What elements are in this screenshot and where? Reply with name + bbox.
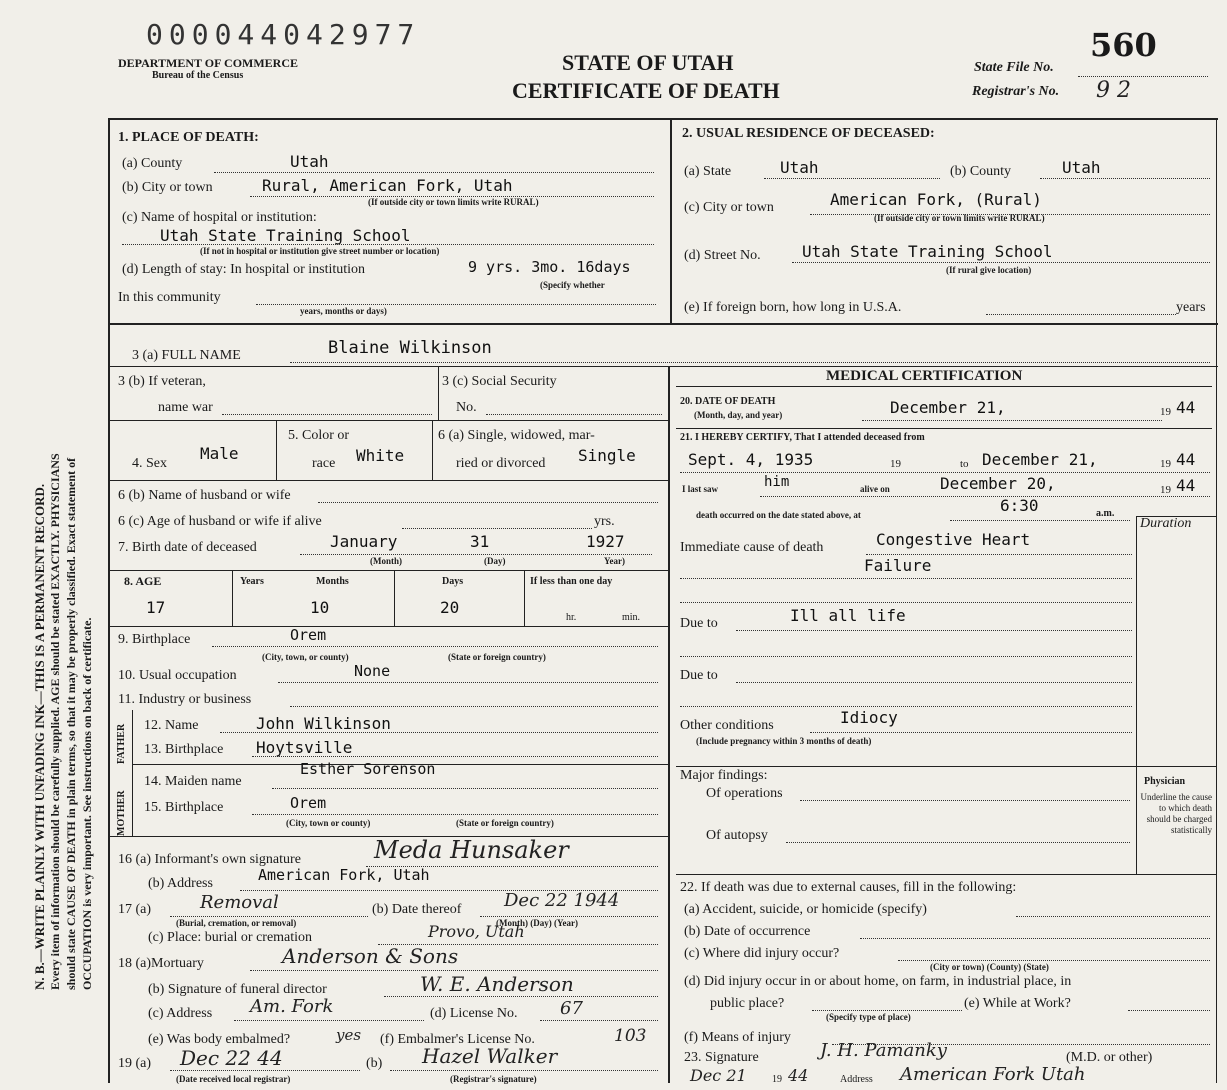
director-label: (b) Signature of funeral director <box>148 982 327 997</box>
last-saw-label: I last saw <box>682 484 719 494</box>
burial-date-caption: (Month) (Day) (Year) <box>496 918 578 928</box>
sidebar-line-2: Every item of information should be carefully supplied. AGE should be stated EXACTLY. PHYSICIANS <box>48 453 62 990</box>
birth-day[interactable]: 31 <box>470 532 490 551</box>
birthplace-city-caption: (City, town, or county) <box>262 652 349 662</box>
where-caption: (City or town) (County) (State) <box>930 962 1049 972</box>
md-label: (M.D. or other) <box>1066 1050 1153 1065</box>
informant-address-value[interactable]: American Fork, Utah <box>258 866 430 884</box>
stay-label: (d) Length of stay: In hospital or institution <box>122 262 366 277</box>
means-label: (f) Means of injury <box>684 1030 791 1045</box>
home-label-1: (d) Did injury occur in or about home, on farm, in industrial place, in <box>684 974 1072 989</box>
min-label: min. <box>622 612 641 623</box>
ss-no-label: No. <box>456 400 477 415</box>
death-time[interactable]: 6:30 <box>1000 496 1039 515</box>
hospital-label: (c) Name of hospital or institution: <box>122 210 317 225</box>
external-heading: 22. If death was due to external causes, fill in the following: <box>680 880 1017 895</box>
physician-year-label: 19 <box>772 1074 782 1085</box>
death-city-value[interactable]: Rural, American Fork, Utah <box>262 176 513 195</box>
mortuary-value[interactable]: Anderson & Sons <box>282 944 459 968</box>
embalmed-label: (e) Was body embalmed? <box>148 1032 291 1047</box>
mother-state-caption: (State or foreign country) <box>456 818 554 828</box>
res-street-label: (d) Street No. <box>684 248 761 263</box>
industry-label: 11. Industry or business <box>118 692 252 707</box>
medical-heading: MEDICAL CERTIFICATION <box>826 368 1023 384</box>
birth-year[interactable]: 1927 <box>586 532 625 551</box>
title-state: STATE OF UTAH <box>562 50 734 75</box>
occupation-value[interactable]: None <box>354 662 391 680</box>
father-birthplace-label: 13. Birthplace <box>144 742 224 757</box>
father-name-label: 12. Name <box>144 718 199 733</box>
accident-label: (a) Accident, suicide, or homicide (specify) <box>684 902 927 917</box>
hr-label: hr. <box>566 612 577 623</box>
embalmed-value[interactable]: yes <box>336 1026 362 1044</box>
sidebar-line-3: should state CAUSE OF DEATH in plain terms, so that it may be properly classified. Exact statement of <box>64 457 78 990</box>
received-caption: (Date received local registrar) <box>176 1074 291 1084</box>
less-day-label: If less than one day <box>530 576 613 587</box>
age-years[interactable]: 17 <box>146 598 166 617</box>
day-caption: (Day) <box>484 556 506 566</box>
physician-year-value[interactable]: 44 <box>788 1066 809 1085</box>
stay-value[interactable]: 9 yrs. 3mo. 16days <box>468 258 631 276</box>
occupation-label: 10. Usual occupation <box>118 668 237 683</box>
physician-address-value[interactable]: American Fork Utah <box>900 1064 1086 1085</box>
birthplace-label: 9. Birthplace <box>118 632 191 647</box>
occurrence-date-label: (b) Date of occurrence <box>684 924 811 939</box>
physician-address-label: Address <box>840 1074 873 1085</box>
director-value[interactable]: W. E. Anderson <box>420 972 574 996</box>
registrar-label: Registrar's No. <box>972 84 1060 99</box>
registrar-number: 9 2 <box>1096 78 1131 103</box>
burial-place-label: (c) Place: burial or cremation <box>148 930 313 945</box>
physician-date-value[interactable]: Dec 21 <box>690 1066 747 1085</box>
physician-sig-label: 23. Signature <box>684 1050 759 1065</box>
stay-specify-note: (Specify whether <box>540 280 605 290</box>
fd-address-value[interactable]: Am. Fork <box>250 996 334 1017</box>
res-county-label: (b) County <box>950 164 1012 179</box>
death-date-value[interactable]: December 21, <box>890 398 1006 417</box>
color-label: 5. Color or <box>288 428 350 443</box>
marital-label-2: ried or divorced <box>456 456 546 471</box>
burial-value[interactable]: Removal <box>200 892 279 913</box>
sex-label: 4. Sex <box>132 456 167 471</box>
home-label-2: public place? <box>710 996 785 1011</box>
race-value[interactable]: White <box>356 446 405 465</box>
res-state-label: (a) State <box>684 164 732 179</box>
autopsy-label: Of autopsy <box>706 828 768 843</box>
alive-date[interactable]: December 20, <box>940 474 1056 493</box>
res-county-value[interactable]: Utah <box>1062 158 1101 177</box>
other-conditions-value[interactable]: Idiocy <box>840 708 898 727</box>
physician-sig-value[interactable]: J. H. Pamanky <box>820 1040 947 1061</box>
month-caption: (Month) <box>370 556 402 566</box>
birthplace-value[interactable]: Orem <box>290 626 327 644</box>
birth-label: 7. Birth date of deceased <box>118 540 257 555</box>
bureau-line: Bureau of the Census <box>152 70 244 81</box>
due-to-2-label: Due to <box>680 668 718 683</box>
burial-place-value[interactable]: Provo, Utah <box>428 922 525 941</box>
hospital-note: (If not in hospital or institution give street number or location) <box>200 246 440 256</box>
residence-heading: 2. USUAL RESIDENCE OF DECEASED: <box>682 126 935 141</box>
page-number: 560 <box>1090 26 1157 64</box>
spouse-label: 6 (b) Name of husband or wife <box>118 488 291 503</box>
death-county-label: (a) County <box>122 156 183 171</box>
days-label: Days <box>442 576 464 587</box>
immediate-cause-label: Immediate cause of death <box>680 540 824 555</box>
mortuary-label: 18 (a)Mortuary <box>118 956 204 971</box>
mother-birthplace-label: 15. Birthplace <box>144 800 224 815</box>
certify-text: 21. I HEREBY CERTIFY, That I attended deceased from <box>680 432 925 443</box>
attended-to-label: to <box>960 458 969 470</box>
attended-from[interactable]: Sept. 4, 1935 <box>688 450 814 469</box>
res-street-value[interactable]: Utah State Training School <box>802 242 1053 261</box>
father-name-value[interactable]: John Wilkinson <box>256 714 391 733</box>
death-city-note: (If outside city or town limits write RURAL) <box>368 197 539 207</box>
spouse-age-suffix: yrs. <box>594 514 615 529</box>
work-label: (e) While at Work? <box>964 996 1071 1011</box>
mother-birthplace-value[interactable]: Orem <box>290 794 327 812</box>
death-date-label-2: (Month, day, and year) <box>694 410 783 420</box>
alive-year[interactable]: 44 <box>1176 476 1196 495</box>
title-certificate: CERTIFICATE OF DEATH <box>512 78 780 103</box>
age-label: 8. AGE <box>124 574 162 588</box>
res-foreign-label: (e) If foreign born, how long in U.S.A. <box>684 300 902 315</box>
death-year-prefix: 19 <box>1160 406 1171 418</box>
father-birthplace-value[interactable]: Hoytsville <box>256 738 353 757</box>
sex-value[interactable]: Male <box>200 444 239 463</box>
years-label: Years <box>240 576 264 587</box>
burial-label: 17 (a) <box>118 902 152 917</box>
marital-value[interactable]: Single <box>578 446 636 465</box>
res-foreign-suffix: years <box>1176 300 1206 315</box>
informant-sig-label: 16 (a) Informant's own signature <box>118 852 301 867</box>
year-caption: Year) <box>604 556 625 566</box>
where-label: (c) Where did injury occur? <box>684 946 840 961</box>
attended-to[interactable]: December 21, <box>982 450 1098 469</box>
death-city-label: (b) City or town <box>122 180 213 195</box>
registrar-sig-label: (b) <box>366 1056 383 1071</box>
informant-sig-value[interactable]: Meda Hunsaker <box>374 836 569 864</box>
marital-label-1: 6 (a) Single, widowed, mar- <box>438 428 595 443</box>
registrar-sig-value[interactable]: Hazel Walker <box>422 1044 558 1068</box>
immediate-cause-value-2[interactable]: Failure <box>864 556 932 575</box>
department-line: DEPARTMENT OF COMMERCE <box>118 56 299 70</box>
attended-to-year[interactable]: 44 <box>1176 450 1196 469</box>
embalmer-value[interactable]: 103 <box>614 1026 647 1046</box>
mother-maiden-label: 14. Maiden name <box>144 774 242 789</box>
state-file-label: State File No. <box>974 60 1054 75</box>
last-saw-who[interactable]: him <box>764 474 790 490</box>
age-months[interactable]: 10 <box>310 598 330 617</box>
other-conditions-label: Other conditions <box>680 718 774 733</box>
res-city-note: (If outside city or town limits write RURAL) <box>874 213 1045 223</box>
informant-address-label: (b) Address <box>148 876 213 891</box>
res-city-label: (c) City or town <box>684 200 774 215</box>
received-value[interactable]: Dec 22 44 <box>180 1046 283 1070</box>
spouse-age-label: 6 (c) Age of husband or wife if alive <box>118 514 322 529</box>
father-side-label: FATHER <box>116 723 127 764</box>
mother-maiden-value[interactable]: Esther Sorenson <box>300 760 436 778</box>
specify-caption: (Specify type of place) <box>826 1012 911 1022</box>
birth-month[interactable]: January <box>330 532 398 551</box>
other-conditions-note: (Include pregnancy within 3 months of death) <box>696 736 872 746</box>
alive-year-prefix: 19 <box>1160 484 1171 496</box>
full-name-label: 3 (a) FULL NAME <box>132 348 241 363</box>
res-state-value[interactable]: Utah <box>780 158 819 177</box>
attended-year-prefix: 19 <box>890 458 901 470</box>
full-name-value[interactable]: Blaine Wilkinson <box>328 338 492 358</box>
license-value[interactable]: 67 <box>560 998 583 1019</box>
alive-label: alive on <box>860 484 890 494</box>
serial-number: 000044042977 <box>146 18 421 51</box>
sidebar-line-1: N. B.—WRITE PLAINLY WITH UNFADING INK—THIS IS A PERMANENT RECORD. <box>32 483 47 990</box>
death-year-value[interactable]: 44 <box>1176 398 1196 417</box>
burial-date-value[interactable]: Dec 22 1944 <box>504 890 620 911</box>
mother-city-caption: (City, town or county) <box>286 818 371 828</box>
immediate-cause-value-1[interactable]: Congestive Heart <box>876 530 1031 549</box>
embalmer-label: (f) Embalmer's License No. <box>380 1032 535 1047</box>
veteran-label: 3 (b) If veteran, <box>118 374 206 389</box>
due-to-label: Due to <box>680 616 718 631</box>
ss-label: 3 (c) Social Security <box>442 374 557 389</box>
age-days[interactable]: 20 <box>440 598 460 617</box>
operations-label: Of operations <box>706 786 783 801</box>
physician-note: Underline the cause to which death should be charged statistically <box>1140 792 1212 835</box>
res-city-value[interactable]: American Fork, (Rural) <box>830 190 1042 209</box>
community-note: years, months or days) <box>300 306 387 316</box>
months-label: Months <box>316 576 349 587</box>
burial-date-label: (b) Date thereof <box>372 902 462 917</box>
fd-address-label: (c) Address <box>148 1006 213 1021</box>
death-county-value[interactable]: Utah <box>290 152 329 171</box>
physician-label: Physician <box>1144 776 1186 787</box>
res-street-note: (If rural give location) <box>946 265 1032 275</box>
burial-caption: (Burial, cremation, or removal) <box>176 918 297 928</box>
registrar-caption: (Registrar's signature) <box>450 1074 537 1084</box>
mother-side-label: MOTHER <box>116 790 127 836</box>
major-findings-label: Major findings: <box>680 768 768 783</box>
birthplace-state-caption: (State or foreign country) <box>448 652 546 662</box>
attended-to-prefix: 19 <box>1160 458 1171 470</box>
received-label: 19 (a) <box>118 1056 152 1071</box>
community-label: In this community <box>118 290 221 305</box>
death-date-label-1: 20. DATE OF DEATH <box>680 396 776 407</box>
ampm-label: a.m. <box>1096 508 1115 519</box>
license-label: (d) License No. <box>430 1006 518 1021</box>
duration-label: Duration <box>1140 516 1192 531</box>
occurred-label: death occurred on the date stated above, at <box>696 510 861 520</box>
hospital-value[interactable]: Utah State Training School <box>160 226 411 245</box>
place-of-death-heading: 1. PLACE OF DEATH: <box>118 130 259 145</box>
race-label: race <box>312 456 336 471</box>
due-to-value[interactable]: Ill all life <box>790 606 906 625</box>
war-label: name war <box>158 400 213 415</box>
sidebar-line-4: OCCUPATION is very important. See instructions on back of certificate. <box>80 617 94 990</box>
